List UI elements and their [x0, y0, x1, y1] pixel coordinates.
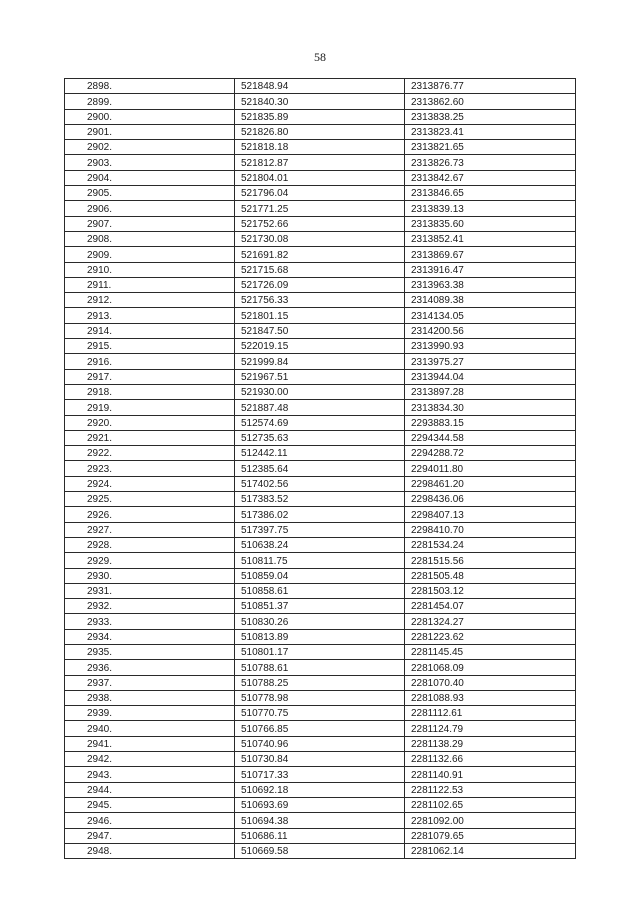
- point-number-cell: 2915.: [65, 339, 235, 354]
- y-coordinate-cell: 2294011.80: [405, 461, 576, 476]
- x-coordinate-cell: 521930.00: [235, 384, 405, 399]
- table-row: [65, 155, 576, 170]
- x-coordinate-cell: 510830.26: [235, 614, 405, 629]
- x-coordinate-cell: 510801.17: [235, 644, 405, 659]
- point-number-cell: 2932.: [65, 599, 235, 614]
- y-coordinate-cell: 2313823.41: [405, 124, 576, 139]
- x-coordinate-cell: 510638.24: [235, 537, 405, 552]
- x-coordinate-cell: 521715.68: [235, 262, 405, 277]
- point-number-cell: 2919.: [65, 400, 235, 415]
- x-coordinate-cell: 521840.30: [235, 94, 405, 109]
- table-row: [65, 721, 576, 736]
- table-row: [65, 79, 576, 94]
- y-coordinate-cell: 2313944.04: [405, 369, 576, 384]
- point-number-cell: 2938.: [65, 690, 235, 705]
- x-coordinate-cell: 512385.64: [235, 461, 405, 476]
- x-coordinate-cell: 510788.61: [235, 660, 405, 675]
- x-coordinate-cell: 510686.11: [235, 828, 405, 843]
- x-coordinate-cell: 510858.61: [235, 583, 405, 598]
- table-row: [65, 644, 576, 659]
- table-row: [65, 308, 576, 323]
- table-row: [65, 170, 576, 185]
- point-number-cell: 2900.: [65, 109, 235, 124]
- point-number-cell: 2933.: [65, 614, 235, 629]
- y-coordinate-cell: 2314134.05: [405, 308, 576, 323]
- x-coordinate-cell: 512442.11: [235, 446, 405, 461]
- table-row: [65, 430, 576, 445]
- table-row: [65, 690, 576, 705]
- point-number-cell: 2921.: [65, 430, 235, 445]
- point-number-cell: 2940.: [65, 721, 235, 736]
- point-number-cell: 2948.: [65, 843, 235, 858]
- table-row: [65, 216, 576, 231]
- table-row: [65, 476, 576, 491]
- x-coordinate-cell: 517383.52: [235, 492, 405, 507]
- y-coordinate-cell: 2281324.27: [405, 614, 576, 629]
- y-coordinate-cell: 2281122.53: [405, 782, 576, 797]
- table-row: [65, 767, 576, 782]
- point-number-cell: 2918.: [65, 384, 235, 399]
- x-coordinate-cell: 521756.33: [235, 293, 405, 308]
- point-number-cell: 2898.: [65, 79, 235, 94]
- point-number-cell: 2947.: [65, 828, 235, 843]
- table-row: [65, 614, 576, 629]
- x-coordinate-cell: 510851.37: [235, 599, 405, 614]
- x-coordinate-cell: 512735.63: [235, 430, 405, 445]
- table-row: [65, 522, 576, 537]
- y-coordinate-cell: 2281132.66: [405, 752, 576, 767]
- y-coordinate-cell: 2281124.79: [405, 721, 576, 736]
- x-coordinate-cell: 510859.04: [235, 568, 405, 583]
- y-coordinate-cell: 2281112.61: [405, 706, 576, 721]
- table-row: [65, 446, 576, 461]
- point-number-cell: 2911.: [65, 277, 235, 292]
- point-number-cell: 2922.: [65, 446, 235, 461]
- x-coordinate-cell: 521730.08: [235, 231, 405, 246]
- x-coordinate-cell: 521835.89: [235, 109, 405, 124]
- point-number-cell: 2926.: [65, 507, 235, 522]
- x-coordinate-cell: 521847.50: [235, 323, 405, 338]
- y-coordinate-cell: 2281223.62: [405, 629, 576, 644]
- y-coordinate-cell: 2293883.15: [405, 415, 576, 430]
- table-row: [65, 507, 576, 522]
- y-coordinate-cell: 2313876.77: [405, 79, 576, 94]
- table-row: [65, 109, 576, 124]
- x-coordinate-cell: 521771.25: [235, 201, 405, 216]
- x-coordinate-cell: 510766.85: [235, 721, 405, 736]
- x-coordinate-cell: 510740.96: [235, 736, 405, 751]
- x-coordinate-cell: 510693.69: [235, 797, 405, 812]
- x-coordinate-cell: 521999.84: [235, 354, 405, 369]
- y-coordinate-cell: 2298436.06: [405, 492, 576, 507]
- y-coordinate-cell: 2313821.65: [405, 140, 576, 155]
- y-coordinate-cell: 2281515.56: [405, 553, 576, 568]
- point-number-cell: 2927.: [65, 522, 235, 537]
- point-number-cell: 2924.: [65, 476, 235, 491]
- point-number-cell: 2944.: [65, 782, 235, 797]
- y-coordinate-cell: 2281092.00: [405, 813, 576, 828]
- table-row: [65, 400, 576, 415]
- point-number-cell: 2943.: [65, 767, 235, 782]
- y-coordinate-cell: 2313846.65: [405, 186, 576, 201]
- point-number-cell: 2936.: [65, 660, 235, 675]
- y-coordinate-cell: 2313835.60: [405, 216, 576, 231]
- y-coordinate-cell: 2313975.27: [405, 354, 576, 369]
- y-coordinate-cell: 2294288.72: [405, 446, 576, 461]
- point-number-cell: 2941.: [65, 736, 235, 751]
- point-number-cell: 2935.: [65, 644, 235, 659]
- table-row: [65, 492, 576, 507]
- y-coordinate-cell: 2313963.38: [405, 277, 576, 292]
- y-coordinate-cell: 2281079.65: [405, 828, 576, 843]
- x-coordinate-cell: 521826.80: [235, 124, 405, 139]
- table-row: [65, 568, 576, 583]
- point-number-cell: 2908.: [65, 231, 235, 246]
- y-coordinate-cell: 2313862.60: [405, 94, 576, 109]
- x-coordinate-cell: 510811.75: [235, 553, 405, 568]
- y-coordinate-cell: 2281534.24: [405, 537, 576, 552]
- y-coordinate-cell: 2313990.93: [405, 339, 576, 354]
- point-number-cell: 2917.: [65, 369, 235, 384]
- table-row: [65, 675, 576, 690]
- point-number-cell: 2939.: [65, 706, 235, 721]
- y-coordinate-cell: 2313838.25: [405, 109, 576, 124]
- point-number-cell: 2909.: [65, 247, 235, 262]
- table-row: [65, 553, 576, 568]
- x-coordinate-cell: 521967.51: [235, 369, 405, 384]
- table-row: [65, 186, 576, 201]
- x-coordinate-cell: 521887.48: [235, 400, 405, 415]
- table-row: [65, 782, 576, 797]
- y-coordinate-cell: 2281505.48: [405, 568, 576, 583]
- x-coordinate-cell: 510770.75: [235, 706, 405, 721]
- point-number-cell: 2910.: [65, 262, 235, 277]
- point-number-cell: 2946.: [65, 813, 235, 828]
- x-coordinate-cell: 510717.33: [235, 767, 405, 782]
- x-coordinate-cell: 521848.94: [235, 79, 405, 94]
- table-row: [65, 277, 576, 292]
- table-row: [65, 736, 576, 751]
- y-coordinate-cell: 2281068.09: [405, 660, 576, 675]
- y-coordinate-cell: 2281102.65: [405, 797, 576, 812]
- coordinates-table-body: [65, 79, 576, 859]
- point-number-cell: 2923.: [65, 461, 235, 476]
- x-coordinate-cell: 521796.04: [235, 186, 405, 201]
- y-coordinate-cell: 2281140.91: [405, 767, 576, 782]
- point-number-cell: 2928.: [65, 537, 235, 552]
- point-number-cell: 2901.: [65, 124, 235, 139]
- x-coordinate-cell: 517386.02: [235, 507, 405, 522]
- y-coordinate-cell: 2281145.45: [405, 644, 576, 659]
- table-row: [65, 94, 576, 109]
- point-number-cell: 2903.: [65, 155, 235, 170]
- y-coordinate-cell: 2313852.41: [405, 231, 576, 246]
- table-row: [65, 828, 576, 843]
- table-row: [65, 262, 576, 277]
- coordinates-table: [64, 78, 576, 859]
- table-row: [65, 537, 576, 552]
- table-row: [65, 247, 576, 262]
- y-coordinate-cell: 2281070.40: [405, 675, 576, 690]
- table-row: [65, 843, 576, 858]
- table-row: [65, 752, 576, 767]
- point-number-cell: 2905.: [65, 186, 235, 201]
- y-coordinate-cell: 2314200.56: [405, 323, 576, 338]
- table-row: [65, 140, 576, 155]
- y-coordinate-cell: 2281138.29: [405, 736, 576, 751]
- x-coordinate-cell: 510694.38: [235, 813, 405, 828]
- x-coordinate-cell: 510730.84: [235, 752, 405, 767]
- table-row: [65, 660, 576, 675]
- table-row: [65, 797, 576, 812]
- point-number-cell: 2902.: [65, 140, 235, 155]
- x-coordinate-cell: 521804.01: [235, 170, 405, 185]
- y-coordinate-cell: 2313834.30: [405, 400, 576, 415]
- y-coordinate-cell: 2298407.13: [405, 507, 576, 522]
- y-coordinate-cell: 2281503.12: [405, 583, 576, 598]
- table-row: [65, 293, 576, 308]
- y-coordinate-cell: 2313916.47: [405, 262, 576, 277]
- x-coordinate-cell: 517397.75: [235, 522, 405, 537]
- table-row: [65, 629, 576, 644]
- y-coordinate-cell: 2313842.67: [405, 170, 576, 185]
- x-coordinate-cell: 521801.15: [235, 308, 405, 323]
- y-coordinate-cell: 2298410.70: [405, 522, 576, 537]
- point-number-cell: 2914.: [65, 323, 235, 338]
- x-coordinate-cell: 521691.82: [235, 247, 405, 262]
- page-number: 58: [314, 50, 326, 64]
- y-coordinate-cell: 2314089.38: [405, 293, 576, 308]
- point-number-cell: 2930.: [65, 568, 235, 583]
- point-number-cell: 2899.: [65, 94, 235, 109]
- table-row: [65, 231, 576, 246]
- x-coordinate-cell: 521726.09: [235, 277, 405, 292]
- point-number-cell: 2929.: [65, 553, 235, 568]
- y-coordinate-cell: 2294344.58: [405, 430, 576, 445]
- point-number-cell: 2925.: [65, 492, 235, 507]
- x-coordinate-cell: 510788.25: [235, 675, 405, 690]
- table-row: [65, 354, 576, 369]
- point-number-cell: 2920.: [65, 415, 235, 430]
- y-coordinate-cell: 2298461.20: [405, 476, 576, 491]
- y-coordinate-cell: 2313839.13: [405, 201, 576, 216]
- table-row: [65, 706, 576, 721]
- point-number-cell: 2906.: [65, 201, 235, 216]
- y-coordinate-cell: 2313869.67: [405, 247, 576, 262]
- point-number-cell: 2945.: [65, 797, 235, 812]
- point-number-cell: 2913.: [65, 308, 235, 323]
- x-coordinate-cell: 510813.89: [235, 629, 405, 644]
- point-number-cell: 2907.: [65, 216, 235, 231]
- table-row: [65, 323, 576, 338]
- x-coordinate-cell: 521818.18: [235, 140, 405, 155]
- table-row: [65, 339, 576, 354]
- point-number-cell: 2912.: [65, 293, 235, 308]
- point-number-cell: 2931.: [65, 583, 235, 598]
- table-row: [65, 461, 576, 476]
- y-coordinate-cell: 2281062.14: [405, 843, 576, 858]
- x-coordinate-cell: 522019.15: [235, 339, 405, 354]
- table-row: [65, 583, 576, 598]
- x-coordinate-cell: 512574.69: [235, 415, 405, 430]
- y-coordinate-cell: 2313897.28: [405, 384, 576, 399]
- x-coordinate-cell: 521752.66: [235, 216, 405, 231]
- point-number-cell: 2916.: [65, 354, 235, 369]
- point-number-cell: 2937.: [65, 675, 235, 690]
- table-row: [65, 813, 576, 828]
- y-coordinate-cell: 2313826.73: [405, 155, 576, 170]
- point-number-cell: 2942.: [65, 752, 235, 767]
- table-row: [65, 415, 576, 430]
- point-number-cell: 2934.: [65, 629, 235, 644]
- x-coordinate-cell: 510778.98: [235, 690, 405, 705]
- x-coordinate-cell: 510692.18: [235, 782, 405, 797]
- x-coordinate-cell: 517402.56: [235, 476, 405, 491]
- table-row: [65, 599, 576, 614]
- table-row: [65, 124, 576, 139]
- table-row: [65, 384, 576, 399]
- x-coordinate-cell: 510669.58: [235, 843, 405, 858]
- table-row: [65, 201, 576, 216]
- point-number-cell: 2904.: [65, 170, 235, 185]
- x-coordinate-cell: 521812.87: [235, 155, 405, 170]
- table-row: [65, 369, 576, 384]
- y-coordinate-cell: 2281454.07: [405, 599, 576, 614]
- y-coordinate-cell: 2281088.93: [405, 690, 576, 705]
